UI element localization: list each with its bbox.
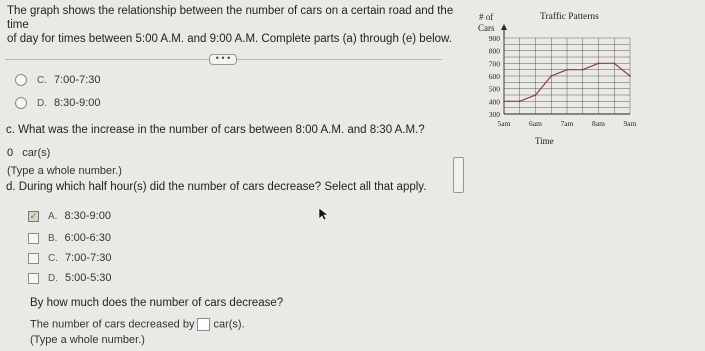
y-tick-label: 800 (488, 46, 500, 56)
data-point (629, 75, 631, 77)
option-letter: C. (37, 74, 47, 86)
part-d-option-b[interactable] (28, 232, 111, 244)
y-axis-arrow-icon (501, 24, 507, 30)
part-c-hint: (Type a whole number.) (7, 165, 122, 177)
option-letter: B. (48, 232, 58, 244)
option-label: 8:30-9:00 (64, 210, 111, 222)
part-e-answer-suffix: car(s). (213, 318, 245, 331)
part-d-option-d[interactable] (28, 272, 111, 284)
mouse-cursor-icon (318, 207, 330, 221)
option-label: 7:00-7:30 (54, 74, 101, 86)
part-b-option-d[interactable] (15, 97, 100, 109)
x-tick-label: 9am (623, 119, 637, 128)
checkbox[interactable] (28, 253, 39, 264)
y-tick-label: 700 (488, 59, 500, 69)
option-letter: C. (48, 252, 58, 264)
x-tick-label: 8am (592, 119, 605, 128)
option-label: 8:30-9:00 (54, 97, 101, 109)
part-e-answer-prefix: The number of cars decreased by (30, 318, 195, 331)
part-e-answer-input[interactable] (197, 318, 210, 331)
option-label: 6:00-6:30 (64, 232, 111, 244)
chart-title: Traffic Patterns (540, 12, 599, 22)
x-tick-label: 7am (560, 119, 574, 128)
part-d-question: d. During which half hour(s) did the number of cars decrease? Select all that apply. (6, 181, 427, 193)
part-d-option-a[interactable] (28, 210, 111, 222)
data-point (566, 69, 568, 71)
radio-button[interactable] (15, 97, 27, 109)
option-letter: D. (48, 272, 58, 284)
part-c-answer-value[interactable]: 0 (7, 147, 14, 159)
option-label: 7:00-7:30 (65, 252, 112, 264)
chart-ylabel-line2: Cars (478, 23, 495, 33)
data-point (550, 75, 552, 77)
y-tick-label: 500 (488, 84, 500, 94)
part-e-question: By how much does the number of cars decrease? (30, 297, 284, 309)
resize-handle[interactable] (453, 157, 464, 193)
part-e-answer-line (30, 318, 245, 331)
data-point (598, 62, 600, 64)
y-tick-label: 600 (488, 72, 500, 81)
data-point (582, 69, 584, 71)
intro-line-2: of day for times between 5:00 A.M. and 9:00 A.M. Complete parts (a) through (e) below. (7, 33, 452, 45)
part-b-option-c[interactable] (15, 74, 100, 86)
option-label: 5:00-5:30 (65, 272, 112, 284)
radio-button[interactable] (15, 74, 27, 86)
option-letter: D. (37, 97, 47, 109)
y-tick-label: 400 (488, 97, 500, 107)
chart-xlabel: Time (535, 136, 554, 146)
checkbox[interactable] (28, 233, 39, 244)
y-tick-label: 300 (488, 110, 500, 119)
chart-ylabel-line1: # of (479, 12, 494, 22)
checkbox-checked[interactable] (28, 211, 39, 222)
data-point (519, 100, 521, 102)
expand-more-button[interactable]: • • • (209, 54, 237, 65)
part-c-answer (7, 147, 50, 159)
part-e-hint: (Type a whole number.) (30, 334, 145, 346)
traffic-line-chart (470, 24, 640, 136)
question-intro (7, 4, 457, 46)
checkmark-icon: ✓ (29, 210, 38, 221)
data-point (613, 62, 615, 64)
intro-line-1: The graph shows the relationship between the number of cars on a certain road and the time (7, 5, 454, 31)
data-point (503, 100, 505, 102)
x-tick-label: 5am (497, 119, 511, 128)
checkbox[interactable] (28, 273, 39, 284)
part-c-question: c. What was the increase in the number of cars between 8:00 A.M. and 8:30 A.M.? (6, 124, 425, 136)
option-letter: A. (48, 210, 58, 222)
y-tick-label: 900 (488, 34, 500, 43)
part-c-answer-unit: car(s) (22, 147, 51, 159)
part-d-option-c[interactable] (28, 252, 111, 264)
x-tick-label: 6am (529, 119, 542, 128)
data-point (535, 94, 537, 96)
